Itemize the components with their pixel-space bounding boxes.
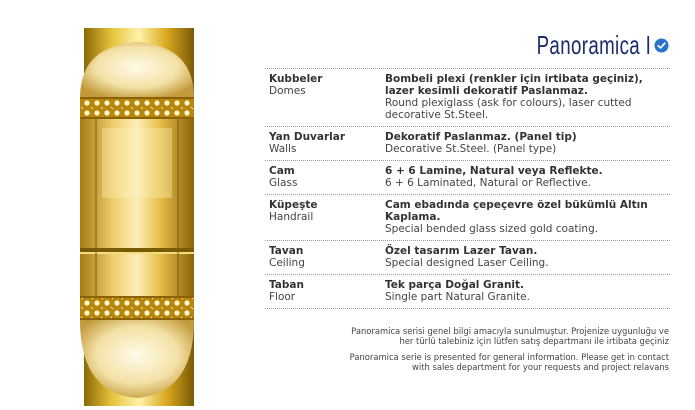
disclaimer-notes (339, 326, 669, 378)
spec-desc-tr: Bombeli plexi (renkler için irtibata geçiniz), lazer kesimli dekoratif Paslanmaz. (385, 73, 643, 97)
spec-table (265, 68, 670, 309)
spec-label-en: Floor (269, 291, 296, 303)
spec-desc-en: Round plexiglass (ask for colours), laser cutted decorative St.Steel. (385, 97, 632, 121)
spec-desc-en: Special designed Laser Ceiling. (385, 257, 549, 269)
spec-row-floor (265, 274, 670, 309)
spec-desc-en: Single part Natural Granite. (385, 291, 530, 303)
spec-row-walls (265, 126, 670, 160)
disclaimer-en: Panoramica serie is presented for general information. Please get in contact with sales department for your requests and project relavans (349, 352, 669, 372)
spec-label-en: Glass (269, 177, 298, 189)
spec-desc-tr: Dekoratif Paslanmaz. (Panel tip) (385, 131, 577, 143)
spec-desc-en: 6 + 6 Laminated, Natural or Reflective. (385, 177, 591, 189)
spec-desc-tr: Özel tasarım Lazer Tavan. (385, 245, 538, 257)
spec-desc-tr: 6 + 6 Lamine, Natural veya Reflekte. (385, 165, 603, 177)
spec-label-tr: Kubbeler (269, 73, 323, 85)
spec-label-tr: Küpeşte (269, 199, 318, 211)
spec-label-en: Walls (269, 143, 297, 155)
spec-label-tr: Yan Duvarlar (269, 131, 346, 143)
spec-desc-en: Special bended glass sized gold coating. (385, 223, 599, 235)
spec-row-ceiling (265, 240, 670, 274)
spec-row-handrail (265, 194, 670, 240)
spec-row-domes (265, 68, 670, 126)
spec-desc-tr: Cam ebadında çepeçevre özel bükümlü Altın Kaplama. (385, 199, 648, 223)
check-circle-icon (654, 38, 669, 53)
spec-label-tr: Taban (269, 279, 304, 291)
elevator-cabin-illustration (62, 28, 212, 406)
spec-desc-tr: Tek parça Doğal Granit. (385, 279, 525, 291)
spec-label-en: Domes (269, 85, 306, 97)
page-title: Panoramica I (536, 30, 651, 60)
spec-desc-en: Decorative St.Steel. (Panel type) (385, 143, 557, 155)
spec-label-en: Ceiling (269, 257, 305, 269)
spec-label-en: Handrail (269, 211, 314, 223)
spec-label-tr: Tavan (269, 245, 304, 257)
spec-row-glass (265, 160, 670, 194)
title-block (492, 30, 669, 61)
spec-label-tr: Cam (269, 165, 295, 177)
disclaimer-tr: Panoramica serisi genel bilgi amacıyla sunulmuştur. Projenize uygunluğu ve her türlü talebiniz için lütfen satış departmanı ile irtibata geçiniz (351, 326, 669, 346)
